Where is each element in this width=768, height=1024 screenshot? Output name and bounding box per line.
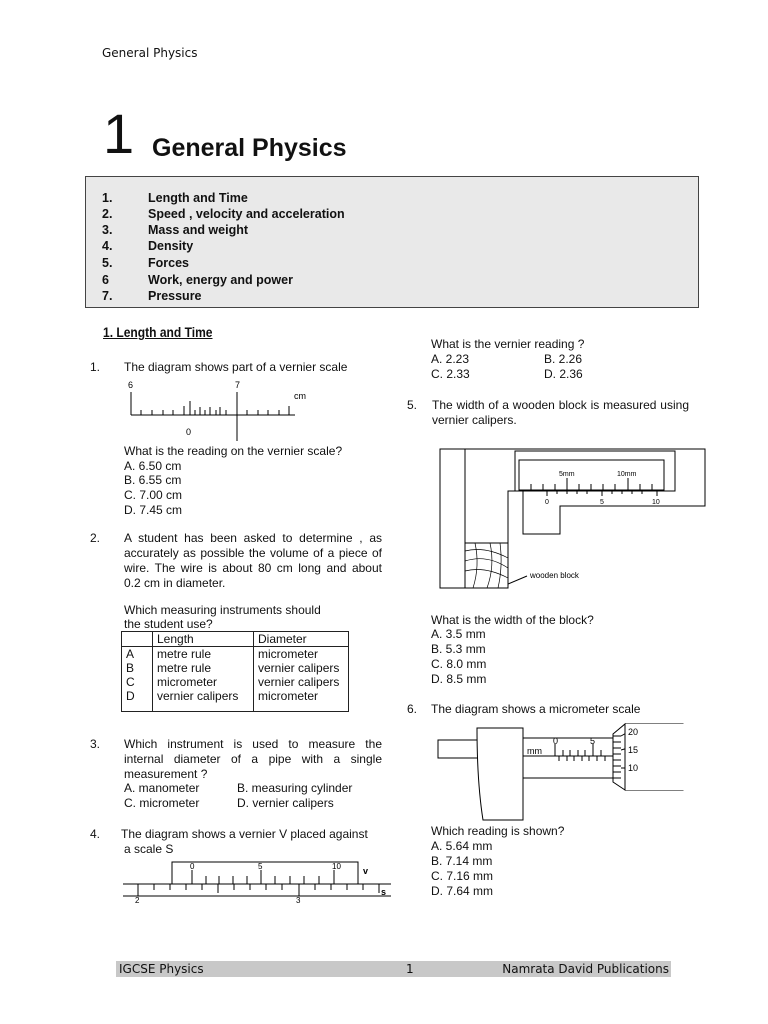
section-heading: 1. Length and Time — [103, 324, 213, 340]
option-d: D. 2.36 — [544, 367, 583, 381]
option-d: D. vernier calipers — [237, 796, 334, 810]
question-text: The diagram shows part of a vernier scale — [124, 360, 348, 374]
table-row: B metre rule vernier calipers — [122, 661, 349, 675]
question-prompt: Which measuring instruments should — [124, 603, 321, 617]
question-text: The diagram shows a vernier V placed against — [121, 827, 368, 841]
question-prompt: What is the vernier reading ? — [431, 337, 585, 351]
option-c: C. micrometer — [124, 796, 200, 810]
table-row: D vernier calipers micrometer — [122, 689, 349, 712]
s-label: s — [381, 887, 387, 897]
s-label-3: 3 — [296, 896, 301, 905]
question-prompt: What is the reading on the vernier scale? — [124, 444, 343, 458]
option-d: D. 7.45 cm — [124, 503, 183, 517]
thimble-label-15: 15 — [628, 745, 639, 755]
v-label-5: 5 — [258, 862, 263, 871]
option-a: A. manometer — [124, 781, 200, 795]
page-number: 1 — [406, 962, 414, 976]
chapter-title: General Physics — [152, 134, 347, 162]
main-label-5: 5 — [600, 499, 604, 506]
vernier-calipers-diagram — [435, 446, 710, 596]
question-number: 3. — [90, 737, 101, 751]
option-b: B. measuring cylinder — [237, 781, 353, 795]
option-b: B. 2.26 — [544, 352, 583, 366]
option-a: A. 2.23 — [431, 352, 470, 366]
option-a: A. 5.64 mm — [431, 839, 493, 853]
v-label-10: 10 — [332, 862, 341, 871]
contents-item: 2. Speed , velocity and acceleration — [102, 207, 345, 221]
question-text: The width of a wooden block is measured using vernier calipers. — [432, 398, 689, 427]
table-row: A metre rule micrometer — [122, 647, 349, 662]
table-header: Length Diameter — [122, 632, 349, 647]
sleeve-label-5: 5 — [590, 736, 596, 746]
question-text: Which instrument is used to measure the internal diameter of a pipe with a single measurement ? — [124, 737, 382, 781]
v-label-0: 0 — [190, 862, 195, 871]
scale-label-7: 7 — [235, 380, 241, 390]
option-c: C. 8.0 mm — [431, 657, 487, 671]
main-label-0: 0 — [545, 499, 549, 506]
contents-item: 6 Work, energy and power — [102, 273, 293, 287]
contents-item: 1. Length and Time — [102, 191, 248, 205]
question-prompt: What is the width of the block? — [431, 613, 594, 627]
option-a: A. 3.5 mm — [431, 627, 486, 641]
chapter-number: 1 — [103, 102, 135, 165]
micrometer-diagram — [435, 722, 685, 822]
slider-label-10mm: 10mm — [617, 471, 637, 478]
option-c: C. 7.00 cm — [124, 488, 183, 502]
option-a: A. 6.50 cm — [124, 459, 182, 473]
question-number: 1. — [90, 360, 101, 374]
question-5 — [407, 398, 689, 428]
main-label-10: 10 — [652, 499, 660, 506]
question-number: 5. — [407, 398, 418, 412]
instrument-table — [121, 631, 349, 712]
footer-left: IGCSE Physics — [119, 962, 204, 976]
vernier-label-0: 0 — [186, 427, 192, 437]
option-d: D. 8.5 mm — [431, 672, 487, 686]
vernier-v-scale-diagram — [123, 858, 395, 906]
option-b: B. 6.55 cm — [124, 473, 182, 487]
option-c: C. 2.33 — [431, 367, 470, 381]
contents-item: 3. Mass and weight — [102, 223, 249, 237]
vernier-scale-diagram — [120, 377, 310, 445]
question-text-cont: a scale S — [124, 842, 174, 856]
option-c: C. 7.16 mm — [431, 869, 494, 883]
contents-item: 5. Forces — [102, 256, 189, 270]
option-b: B. 7.14 mm — [431, 854, 493, 868]
option-d: D. 7.64 mm — [431, 884, 494, 898]
scale-label-6: 6 — [128, 380, 134, 390]
question-2 — [90, 531, 382, 591]
question-text: A student has been asked to determine , as accurately as possible the volume of a piece of wire. The wire is about 80 cm long and about 0.2 cm in diameter. — [124, 531, 382, 590]
thimble-label-20: 20 — [628, 727, 639, 737]
contents-item: 7. Pressure — [102, 289, 202, 303]
question-text: The diagram shows a micrometer scale — [431, 702, 641, 716]
slider-label-5mm: 5mm — [559, 471, 575, 478]
question-3 — [90, 737, 382, 782]
page-footer — [116, 961, 671, 977]
question-prompt: Which reading is shown? — [431, 824, 565, 838]
contents-box — [85, 176, 699, 308]
question-number: 4. — [90, 827, 101, 841]
table-row: C micrometer vernier calipers — [122, 675, 349, 689]
v-label: v — [363, 866, 369, 876]
contents-item: 4. Density — [102, 239, 194, 253]
sleeve-label-0: 0 — [553, 736, 559, 746]
question-number: 2. — [90, 531, 101, 545]
mm-label: mm — [527, 746, 542, 756]
question-number: 6. — [407, 702, 418, 716]
question-prompt-cont: the student use? — [124, 617, 213, 631]
unit-label: cm — [294, 391, 306, 401]
thimble-label-10: 10 — [628, 763, 639, 773]
wooden-block-label: wooden block — [530, 571, 579, 580]
option-b: B. 5.3 mm — [431, 642, 486, 656]
s-label-2: 2 — [135, 896, 140, 905]
running-header: General Physics — [102, 46, 198, 60]
footer-right: Namrata David Publications — [502, 962, 669, 976]
